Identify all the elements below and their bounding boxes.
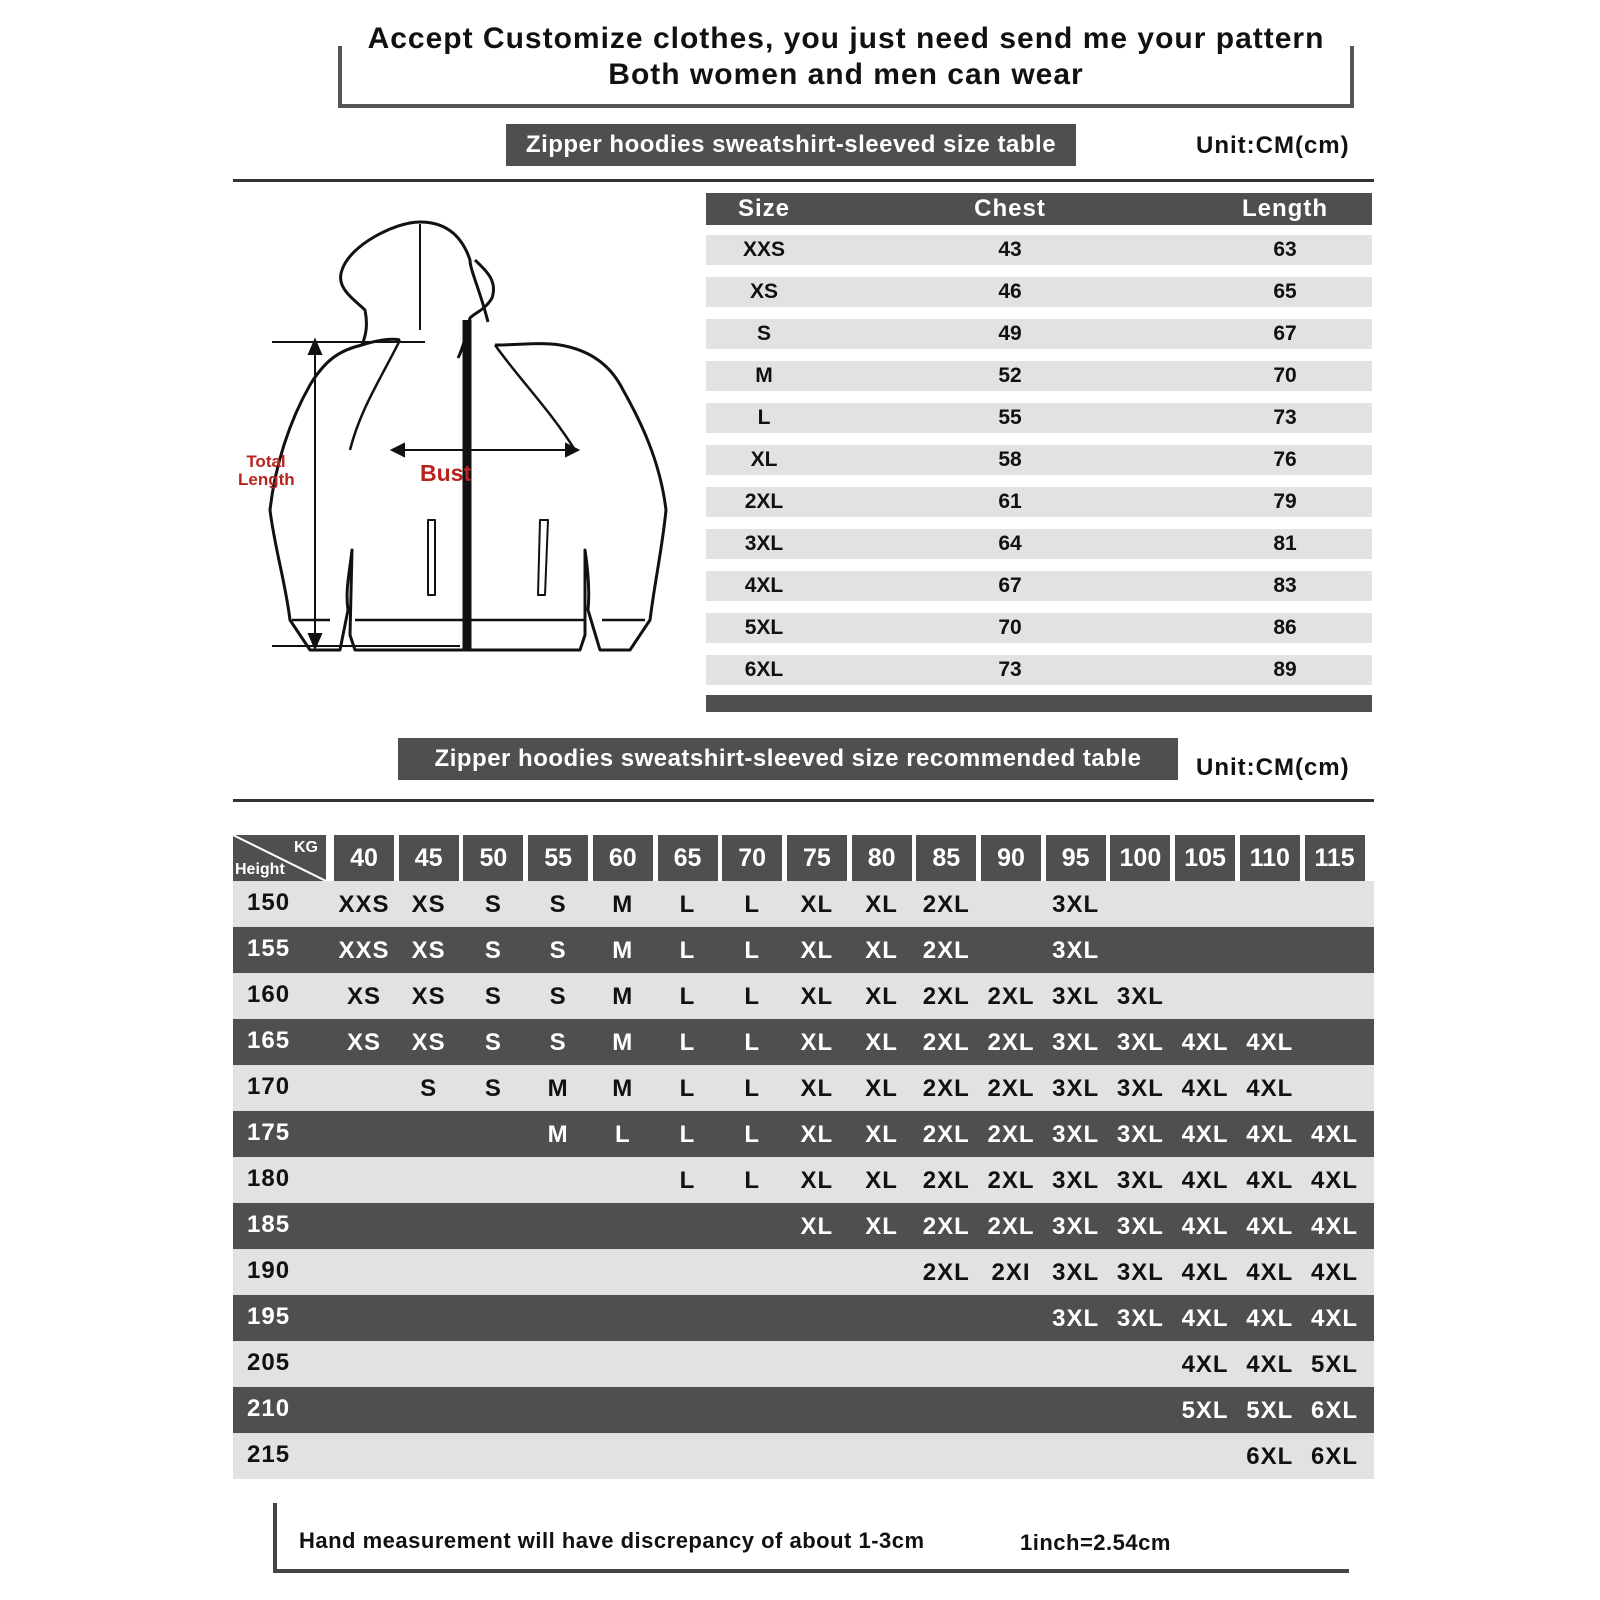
size-recommendation-cell: L <box>679 1075 696 1102</box>
size-cell: 5XL <box>744 616 784 639</box>
size-recommendation-cell: 4XL <box>1246 1351 1294 1378</box>
corner-kg-label: KG <box>294 839 318 856</box>
size-recommendation-cell: 2XL <box>922 937 970 964</box>
height-cell: 170 <box>247 1073 291 1100</box>
chest-cell: 73 <box>998 658 1022 681</box>
size-recommendation-cell: 4XL <box>1246 1213 1294 1240</box>
kg-header-cell: 70 <box>722 835 782 881</box>
height-cell: 175 <box>247 1119 291 1146</box>
size-recommendation-cell: XL <box>800 1213 834 1240</box>
size-recommendation-cell: XL <box>800 983 834 1010</box>
kg-header-cell: 75 <box>787 835 847 881</box>
size-recommendation-cell: S <box>549 983 567 1010</box>
length-cell: 73 <box>1273 406 1297 429</box>
height-cell: 180 <box>247 1165 291 1192</box>
size-table-unit: Unit:CM(cm) <box>1196 132 1350 159</box>
length-cell: 83 <box>1273 574 1297 597</box>
size-recommendation-cell: L <box>744 1075 761 1102</box>
kg-header-cell: 60 <box>593 835 653 881</box>
size-recommendation-cell: 3XL <box>1116 1075 1164 1102</box>
size-recommendation-cell: M <box>612 891 634 918</box>
size-recommendation-cell: S <box>484 983 502 1010</box>
height-cell: 185 <box>247 1211 291 1238</box>
size-table-row <box>706 361 1372 391</box>
size-recommendation-cell: 4XL <box>1181 1029 1229 1056</box>
recommend-row <box>233 881 1374 927</box>
size-recommendation-cell: L <box>744 891 761 918</box>
size-recommendation-cell: XL <box>865 891 898 918</box>
size-recommendation-cell: 4XL <box>1181 1351 1229 1378</box>
size-recommendation-cell: XS <box>346 983 381 1010</box>
kg-header-cell: 90 <box>981 835 1041 881</box>
kg-header-cell: 40 <box>334 835 394 881</box>
size-recommendation-cell: XL <box>865 1029 898 1056</box>
height-cell: 210 <box>247 1395 291 1422</box>
size-table-title: Zipper hoodies sweatshirt-sleeved size table <box>506 124 1076 166</box>
size-recommendation-cell: 3XL <box>1052 937 1100 964</box>
size-recommendation-cell: 2XL <box>922 1121 970 1148</box>
size-cell: XL <box>750 448 778 471</box>
size-recommendation-cell: 6XL <box>1310 1443 1358 1470</box>
size-recommendation-cell: 5XL <box>1246 1397 1294 1424</box>
size-recommendation-cell: XL <box>865 1075 898 1102</box>
height-cell: 165 <box>247 1027 291 1054</box>
size-cell: XXS <box>742 238 786 261</box>
kg-header-cell: 55 <box>528 835 588 881</box>
size-recommendation-cell: XXS <box>338 937 390 964</box>
total-length-label: Total Length <box>238 452 295 489</box>
size-recommendation-cell: XL <box>865 937 898 964</box>
chest-cell: 64 <box>998 532 1022 555</box>
size-cell: XS <box>749 280 778 303</box>
size-recommendation-cell: XL <box>800 891 834 918</box>
size-recommendation-cell: 4XL <box>1181 1075 1229 1102</box>
height-cell: 155 <box>247 935 291 962</box>
chest-cell: 46 <box>998 280 1022 303</box>
size-recommendation-cell: S <box>484 1029 502 1056</box>
kg-header-cell: 45 <box>399 835 459 881</box>
size-recommendation-cell: 4XL <box>1246 1029 1294 1056</box>
size-recommendation-cell: 2XL <box>987 1029 1035 1056</box>
height-cell: 205 <box>247 1349 291 1376</box>
length-cell: 65 <box>1273 280 1297 303</box>
size-recommendation-cell: 2XL <box>922 1075 970 1102</box>
size-recommendation-cell: 2XL <box>922 1259 970 1286</box>
recommend-row <box>233 1019 1374 1065</box>
chest-cell: 67 <box>998 574 1022 597</box>
size-recommendation-cell: 4XL <box>1181 1167 1229 1194</box>
size-cell: 2XL <box>744 490 784 513</box>
size-recommendation-cell: XXS <box>338 891 390 918</box>
size-table-row <box>706 487 1372 517</box>
size-recommendation-cell: M <box>612 937 634 964</box>
size-recommendation-cell: 3XL <box>1052 1121 1100 1148</box>
size-recommendation-cell: 2XL <box>922 891 970 918</box>
size-recommendation-cell: S <box>549 937 567 964</box>
recommend-row <box>233 1295 1374 1341</box>
size-table <box>706 193 1372 681</box>
size-recommendation-cell: S <box>549 891 567 918</box>
size-recommendation-cell: 5XL <box>1310 1351 1358 1378</box>
kg-header-cell: 100 <box>1110 835 1170 881</box>
size-recommendation-cell: L <box>744 1121 761 1148</box>
size-recommendation-cell: 4XL <box>1181 1213 1229 1240</box>
header-line-2: Both women and men can wear <box>608 58 1084 91</box>
size-recommendation-cell: M <box>547 1121 569 1148</box>
size-recommendation-cell: 3XL <box>1116 983 1164 1010</box>
size-recommendation-cell: 4XL <box>1246 1075 1294 1102</box>
size-table-header <box>706 193 1372 225</box>
size-cell: M <box>755 364 773 387</box>
size-recommendation-cell: XL <box>865 1167 898 1194</box>
recommend-row <box>233 1433 1374 1479</box>
size-recommendation-cell: XS <box>411 937 446 964</box>
size-recommendation-cell: L <box>679 1121 696 1148</box>
recommend-section-divider <box>233 799 1374 802</box>
size-recommendation-cell: M <box>547 1075 569 1102</box>
size-recommendation-cell: 2XL <box>922 1213 970 1240</box>
size-recommendation-cell: 5XL <box>1181 1397 1229 1424</box>
size-recommendation-cell: XL <box>800 1029 834 1056</box>
size-recommendation-cell: 6XL <box>1310 1397 1358 1424</box>
recommend-row <box>233 1065 1374 1111</box>
kg-header-cell: 95 <box>1046 835 1106 881</box>
chest-cell: 43 <box>998 238 1022 261</box>
size-recommendation-cell: 2XL <box>922 983 970 1010</box>
size-recommendation-cell: 4XL <box>1246 1259 1294 1286</box>
size-recommendation-cell: 4XL <box>1181 1305 1229 1332</box>
size-recommendation-cell: L <box>679 1029 696 1056</box>
size-table-row <box>706 613 1372 643</box>
size-recommendation-cell: 4XL <box>1246 1167 1294 1194</box>
size-cell: 6XL <box>744 658 784 681</box>
recommend-row <box>233 1249 1374 1295</box>
chest-cell: 55 <box>998 406 1022 429</box>
kg-header-cell: 80 <box>852 835 912 881</box>
recommend-row <box>233 1157 1374 1203</box>
size-recommendation-cell: 3XL <box>1052 1213 1100 1240</box>
size-cell: L <box>757 406 771 429</box>
size-recommendation-cell: XL <box>865 1213 898 1240</box>
size-recommendation-cell: XS <box>346 1029 381 1056</box>
size-recommendation-cell: 4XL <box>1181 1259 1229 1286</box>
size-recommendation-cell: S <box>484 1075 502 1102</box>
size-recommendation-cell: 3XL <box>1116 1167 1164 1194</box>
footer-note: Hand measurement will have discrepancy of about 1-3cm <box>299 1528 925 1553</box>
size-recommendation-cell: 3XL <box>1052 1259 1100 1286</box>
size-recommendation-cell: 2XL <box>922 1167 970 1194</box>
size-recommendation-cell: 2XL <box>922 1029 970 1056</box>
chest-col-header: Chest <box>974 195 1046 222</box>
size-table-row <box>706 403 1372 433</box>
recommend-row <box>233 973 1374 1019</box>
kg-header-cell: 50 <box>463 835 523 881</box>
size-recommendation-cell: 2XL <box>987 1167 1035 1194</box>
hoodie-diagram <box>230 210 690 670</box>
recommend-table-unit: Unit:CM(cm) <box>1196 754 1350 781</box>
header-line-1: Accept Customize clothes, you just need send me your pattern <box>367 22 1325 55</box>
size-recommendation-cell: 4XL <box>1246 1121 1294 1148</box>
length-cell: 63 <box>1273 238 1297 261</box>
length-col-header: Length <box>1242 195 1328 222</box>
size-recommendation-cell: XS <box>411 983 446 1010</box>
size-cell: 4XL <box>744 574 784 597</box>
size-recommendation-cell: 3XL <box>1116 1121 1164 1148</box>
size-recommendation-cell: 3XL <box>1052 1029 1100 1056</box>
size-recommendation-cell: 6XL <box>1246 1443 1294 1470</box>
length-cell: 79 <box>1273 490 1297 513</box>
size-recommendation-cell: XL <box>865 1121 898 1148</box>
chest-cell: 52 <box>998 364 1022 387</box>
length-cell: 81 <box>1273 532 1297 555</box>
length-cell: 76 <box>1273 448 1297 471</box>
size-recommendation-cell: S <box>484 937 502 964</box>
size-cell: S <box>756 322 771 345</box>
size-recommendation-cell: XS <box>411 1029 446 1056</box>
recommend-row <box>233 1387 1374 1433</box>
height-cell: 160 <box>247 981 291 1008</box>
size-recommendation-cell: L <box>744 983 761 1010</box>
kg-header-cell: 85 <box>916 835 976 881</box>
footer-conversion: 1inch=2.54cm <box>1020 1530 1171 1555</box>
size-recommendation-cell: 4XL <box>1181 1121 1229 1148</box>
size-recommendation-cell: 3XL <box>1116 1213 1164 1240</box>
kg-header-cell: 65 <box>658 835 718 881</box>
size-table-row <box>706 235 1372 265</box>
size-recommendation-cell: XL <box>865 983 898 1010</box>
size-recommendation-cell: M <box>612 983 634 1010</box>
length-cell: 86 <box>1273 616 1297 639</box>
size-recommendation-cell: S <box>549 1029 567 1056</box>
size-recommendation-cell: 3XL <box>1052 1167 1100 1194</box>
size-recommendation-cell: L <box>614 1121 631 1148</box>
size-col-header: Size <box>737 195 791 222</box>
height-cell: 190 <box>247 1257 291 1284</box>
size-recommendation-cell: XL <box>800 937 834 964</box>
size-recommendation-cell: 4XL <box>1310 1121 1358 1148</box>
length-cell: 70 <box>1273 364 1297 387</box>
size-table-row <box>706 529 1372 559</box>
size-recommendation-cell: 2XL <box>987 983 1035 1010</box>
recommend-row <box>233 1341 1374 1387</box>
size-recommendation-cell: L <box>679 891 696 918</box>
recommend-row <box>233 1111 1374 1157</box>
size-recommendation-cell: 4XL <box>1310 1259 1358 1286</box>
size-cell: 3XL <box>744 532 784 555</box>
size-table-row <box>706 445 1372 475</box>
kg-header-cell: 105 <box>1175 835 1235 881</box>
size-recommendation-cell: L <box>679 1167 696 1194</box>
size-recommendation-cell: S <box>420 1075 438 1102</box>
recommend-row <box>233 1203 1374 1249</box>
size-recommendation-cell: L <box>744 1029 761 1056</box>
chest-cell: 58 <box>998 448 1022 471</box>
size-recommendation-cell: 3XL <box>1116 1259 1164 1286</box>
size-recommendation-cell: M <box>612 1029 634 1056</box>
size-recommendation-cell: M <box>612 1075 634 1102</box>
size-recommendation-cell: L <box>744 937 761 964</box>
size-table-row <box>706 655 1372 685</box>
size-recommendation-cell: 3XL <box>1052 891 1100 918</box>
chest-cell: 70 <box>998 616 1022 639</box>
length-cell: 67 <box>1273 322 1297 345</box>
size-recommendation-cell: L <box>744 1167 761 1194</box>
size-recommendation-cell: XL <box>800 1075 834 1102</box>
corner-height-label: Height <box>235 861 285 878</box>
length-cell: 89 <box>1273 658 1297 681</box>
size-recommendation-cell: 4XL <box>1310 1305 1358 1332</box>
chest-cell: 61 <box>998 490 1022 513</box>
size-recommendation-cell: 4XL <box>1310 1213 1358 1240</box>
height-cell: 195 <box>247 1303 291 1330</box>
size-recommendation-cell: 3XL <box>1052 1305 1100 1332</box>
size-recommendation-cell: L <box>679 937 696 964</box>
size-recommendation-cell: 2XL <box>987 1121 1035 1148</box>
size-recommendation-cell: 3XL <box>1116 1305 1164 1332</box>
size-recommendation-cell: S <box>484 891 502 918</box>
bust-label: Bust <box>420 460 472 486</box>
size-section-divider <box>233 179 1374 182</box>
size-table-row <box>706 319 1372 349</box>
size-recommendation-cell: 3XL <box>1052 983 1100 1010</box>
size-recommendation-cell: L <box>679 983 696 1010</box>
size-recommendation-cell: 4XL <box>1310 1167 1358 1194</box>
size-recommendation-cell: XL <box>800 1167 834 1194</box>
chest-cell: 49 <box>998 322 1022 345</box>
size-recommendation-cell: 2XI <box>991 1259 1031 1286</box>
size-table-row <box>706 571 1372 601</box>
kg-header-cell: 115 <box>1305 835 1365 881</box>
kg-header-cell: 110 <box>1240 835 1300 881</box>
size-recommendation-cell: 3XL <box>1116 1029 1164 1056</box>
size-table-footer-bar <box>706 695 1372 712</box>
size-recommendation-cell: 2XL <box>987 1213 1035 1240</box>
size-recommendation-cell: 2XL <box>987 1075 1035 1102</box>
recommend-row <box>233 927 1374 973</box>
size-table-row <box>706 277 1372 307</box>
recommend-table-title: Zipper hoodies sweatshirt-sleeved size recommended table <box>398 738 1178 780</box>
height-cell: 215 <box>247 1441 291 1468</box>
size-recommendation-cell: XS <box>411 891 446 918</box>
size-recommendation-cell: 4XL <box>1246 1305 1294 1332</box>
size-recommendation-cell: XL <box>800 1121 834 1148</box>
size-recommendation-cell: 3XL <box>1052 1075 1100 1102</box>
corner-cell <box>233 835 326 881</box>
height-cell: 150 <box>247 889 291 916</box>
